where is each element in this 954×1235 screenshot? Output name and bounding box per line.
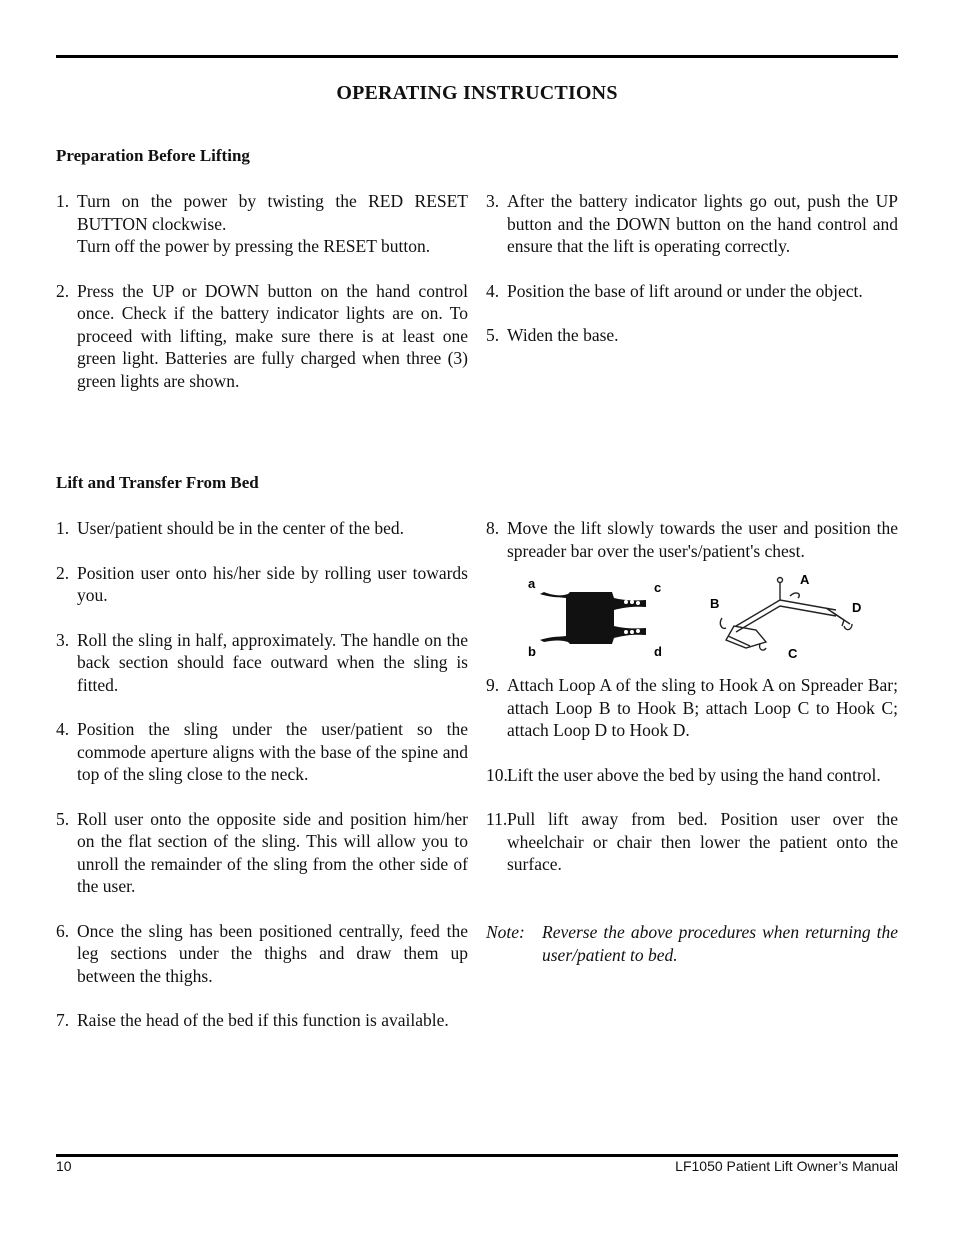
section2-right-column-continued <box>486 674 898 876</box>
item-text: Roll user onto the opposite side and position him/her on the flat section of the sling. This will allow you to unroll the remainder of the sling from the other side of the user. <box>77 808 468 896</box>
item-text: Move the lift slowly towards the user and position the spreader bar over the user's/patient's chest. <box>507 518 898 561</box>
note-label: Note: <box>486 922 525 942</box>
list-item <box>56 562 468 607</box>
section-heading-lift-transfer: Lift and Transfer From Bed <box>56 473 259 492</box>
page-title: OPERATING INSTRUCTIONS <box>336 82 618 104</box>
item-subtext: Turn off the power by pressing the RESET button. <box>77 236 431 256</box>
list-item <box>486 280 898 303</box>
manual-title: LF1050 Patient Lift Owner’s Manual <box>675 1158 898 1174</box>
item-text: User/patient should be in the center of the bed. <box>77 518 405 538</box>
list-item <box>56 280 468 393</box>
list-item <box>56 629 468 697</box>
list-item <box>56 920 468 988</box>
item-text: Press the UP or DOWN button on the hand control once. Check if the battery indicator lights are on. To proceed with lifting, make sure there is at least one green light. Batteries are fully charged when three (3) green lights are shown. <box>77 280 468 391</box>
list-item <box>486 324 898 347</box>
list-item <box>56 718 468 786</box>
section1-right-column <box>486 190 898 347</box>
item-number: 2. <box>56 280 70 301</box>
list-item <box>486 190 898 258</box>
list-item <box>486 808 898 876</box>
sling-diagram <box>522 572 672 662</box>
item-text: Attach Loop A of the sling to Hook A on Spreader Bar; attach Loop B to Hook B; attach Loop C to Hook C; attach Loop D to Hook D. <box>507 675 898 740</box>
item-number: 7. <box>56 1010 70 1030</box>
item-text: After the battery indicator lights go out, push the UP button and the DOWN button on the hand control and ensure that the lift is operating correctly. <box>507 191 898 256</box>
item-number: 2. <box>56 562 70 583</box>
item-number: 4. <box>56 719 70 739</box>
note <box>486 921 898 966</box>
item-text: Pull lift away from bed. Position user over the wheelchair or chair then lower the patient onto the surface. <box>507 809 898 874</box>
item-number: 5. <box>486 325 500 345</box>
section2-left-column <box>56 517 468 1032</box>
item-text: Once the sling has been positioned centrally, feed the leg sections under the thighs and draw them up between the thighs. <box>77 920 468 986</box>
item-text: Widen the base. <box>507 325 619 345</box>
list-item <box>56 517 468 540</box>
item-text: Position user onto his/her side by rolling user towards you. <box>77 562 468 605</box>
bar-label-A: A <box>800 572 810 587</box>
list-item <box>486 674 898 742</box>
list-item <box>486 764 898 787</box>
item-number: 1. <box>56 191 70 211</box>
item-number: 3. <box>56 629 70 650</box>
item-text: Turn on the power by twisting the RED RESET BUTTON clockwise. <box>77 191 468 234</box>
item-text: Position the sling under the user/patient so the commode aperture aligns with the base of the spine and top of the sling close to the neck. <box>77 719 468 784</box>
list-item <box>56 1009 468 1032</box>
page-number: 10 <box>56 1158 72 1174</box>
bottom-rule <box>56 1154 898 1157</box>
bar-label-B: B <box>710 596 720 611</box>
spreader-bar-diagram <box>706 570 866 662</box>
top-rule <box>56 55 898 58</box>
bar-label-C: C <box>788 646 798 661</box>
item-number: 11. <box>486 809 508 829</box>
item-number: 9. <box>486 675 500 695</box>
list-item <box>56 808 468 898</box>
section1-left-column <box>56 190 468 392</box>
item-number: 5. <box>56 808 70 829</box>
item-text: Roll the sling in half, approximately. The handle on the back section should face outward when the sling is fitted. <box>77 629 468 695</box>
list-item <box>56 190 468 258</box>
list-item <box>486 517 898 562</box>
item-number: 3. <box>486 191 500 211</box>
section2-right-column <box>486 517 898 562</box>
item-number: 6. <box>56 920 70 941</box>
item-text: Lift the user above the bed by using the hand control. <box>507 764 881 785</box>
item-text: Raise the head of the bed if this function is available. <box>77 1010 449 1030</box>
sling-label-b: b <box>528 644 536 659</box>
item-number: 8. <box>486 518 500 538</box>
section-heading-preparation: Preparation Before Lifting <box>56 146 250 165</box>
item-number: 10. <box>486 764 508 785</box>
note-text: Reverse the above procedures when returning the user/patient to bed. <box>542 922 898 965</box>
sling-label-a: a <box>528 576 536 591</box>
sling-label-d: d <box>654 644 662 659</box>
item-text: Position the base of lift around or under the object. <box>507 280 863 301</box>
bar-label-D: D <box>852 600 862 615</box>
item-number: 1. <box>56 518 70 538</box>
sling-label-c: c <box>654 580 662 595</box>
item-number: 4. <box>486 280 500 301</box>
